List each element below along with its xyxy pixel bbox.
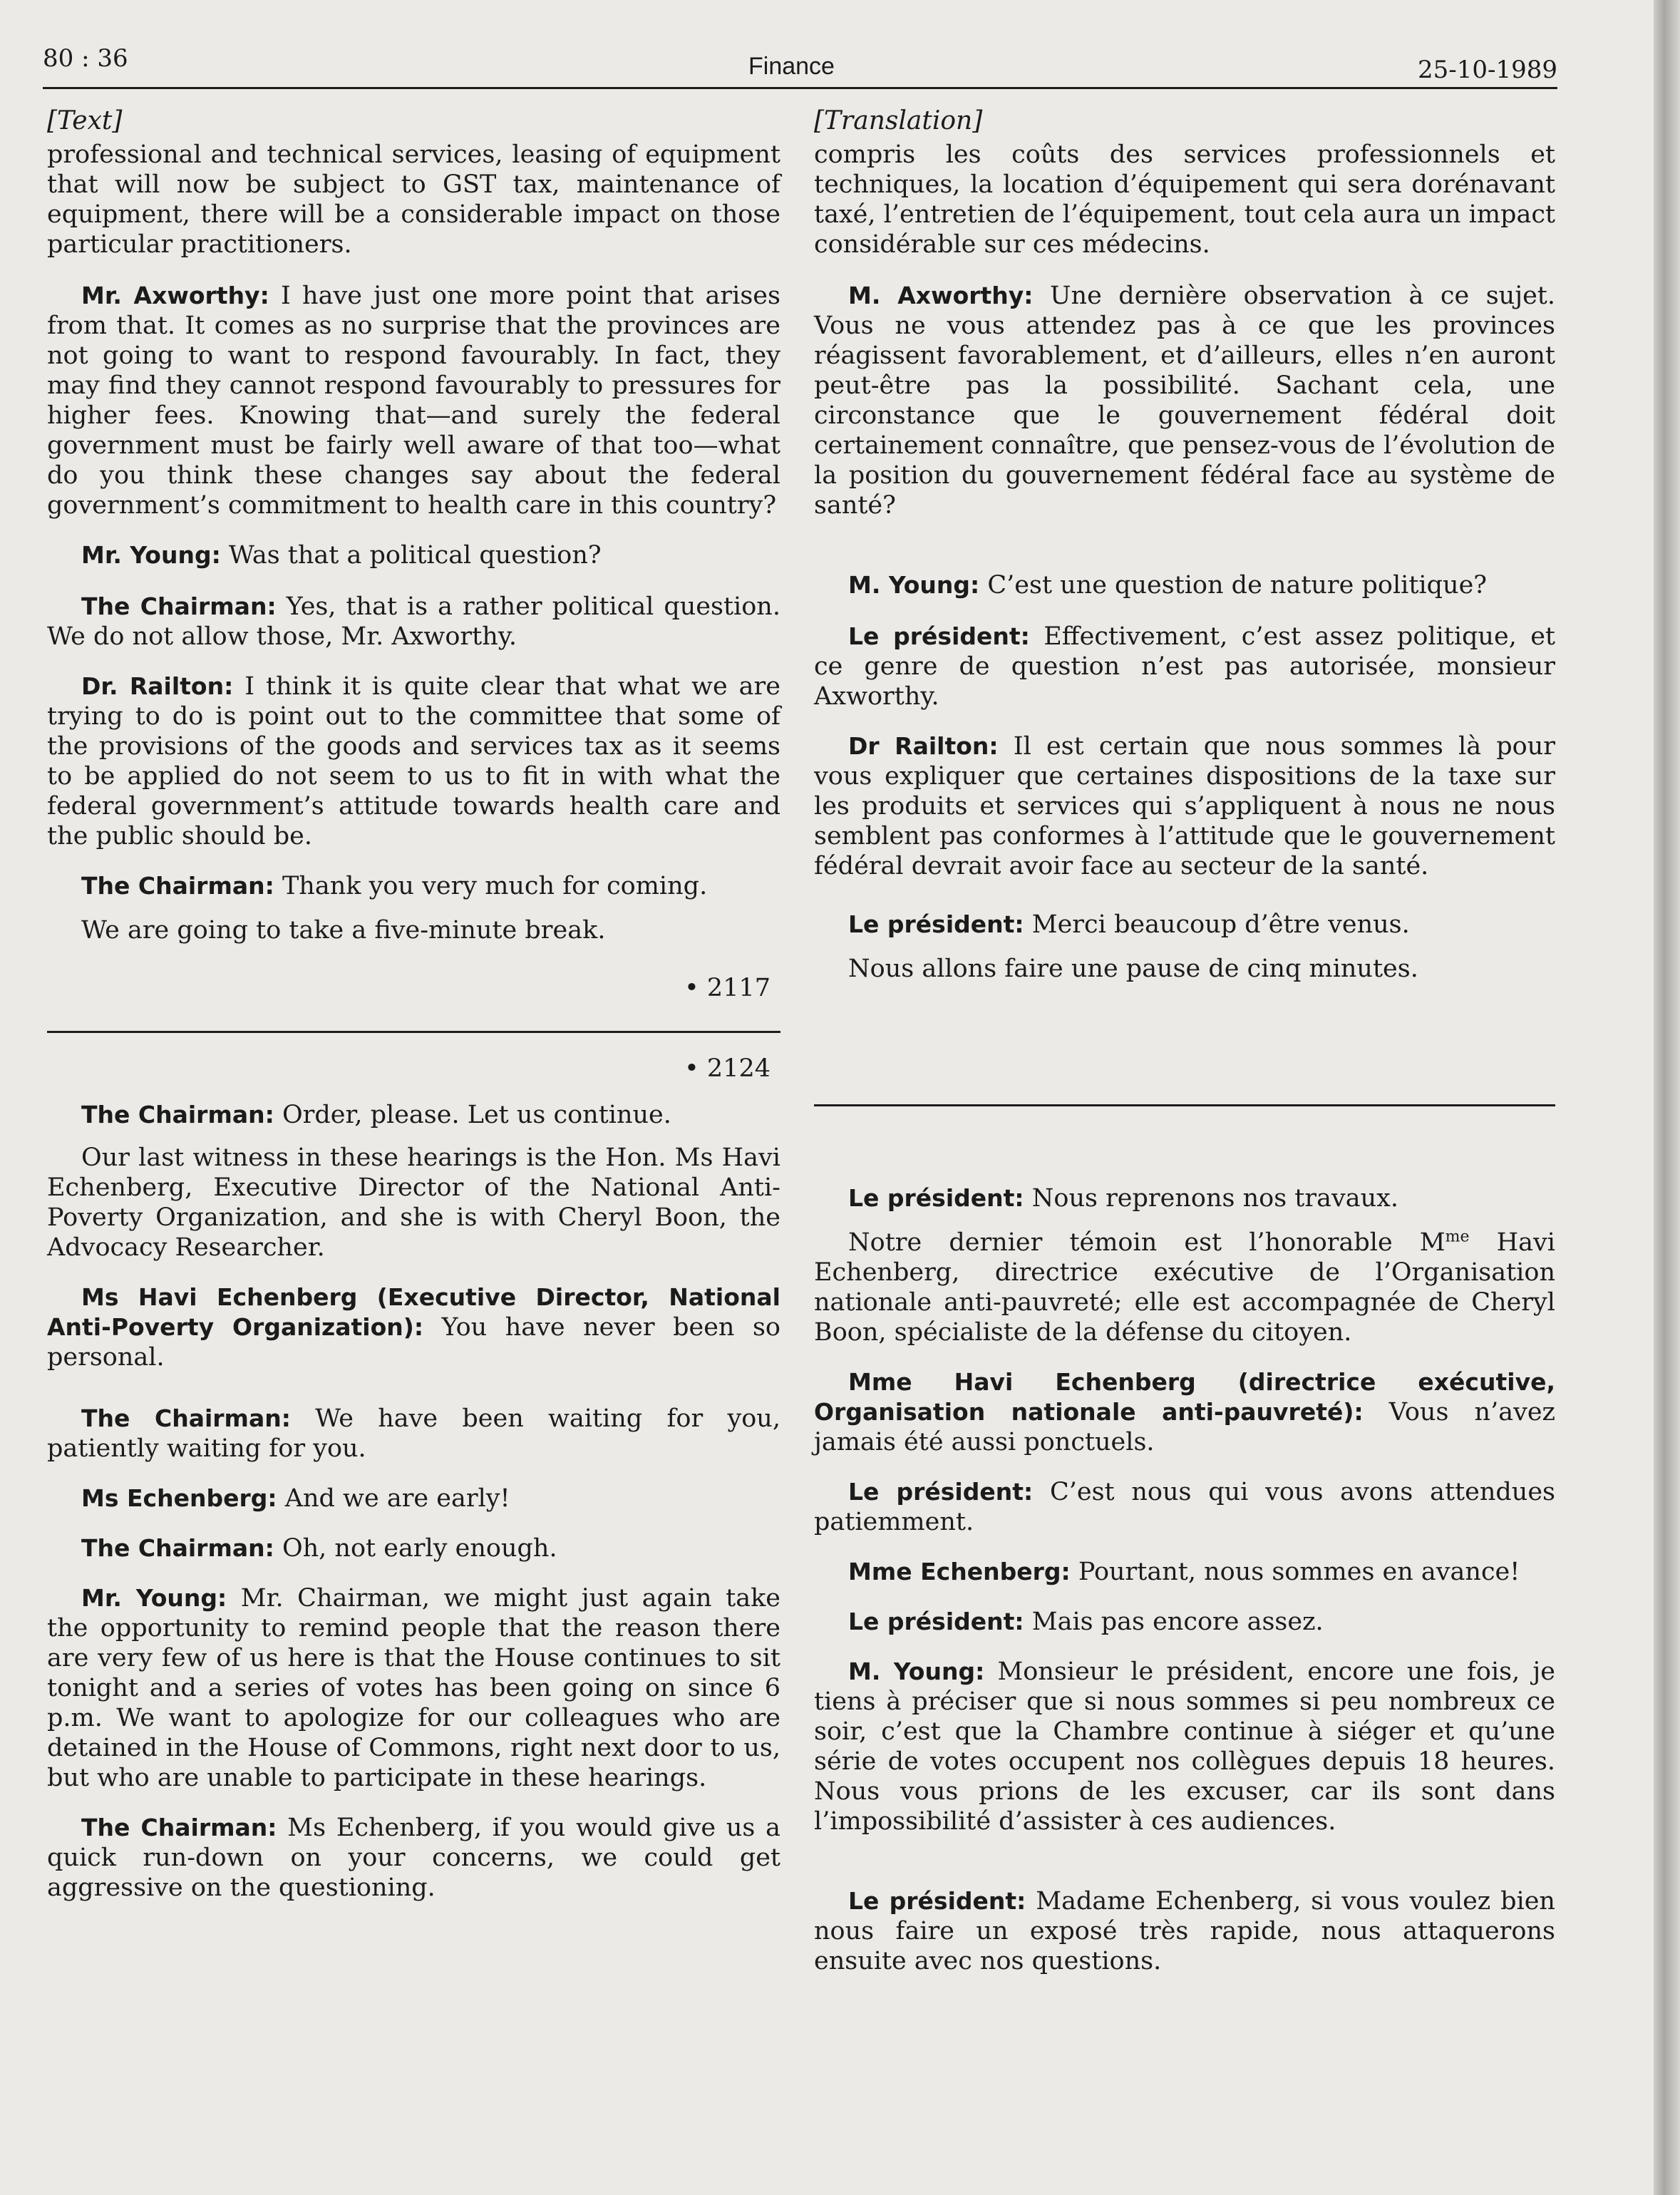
speaker-name: Le président:	[848, 622, 1030, 650]
paragraph: Mme Havi Echenberg (directrice exécutive, Organisation nationale anti-pauvreté): Vous n’avez jamais été aussi ponctuels.	[814, 1368, 1555, 1456]
paragraph: Our last witness in these hearings is the Hon. Ms Havi Echenberg, Executive Director of the National Anti-Poverty Organization, and she is with Cheryl Boon, the Advocacy Researcher.	[47, 1143, 780, 1262]
speaker-name: Le président:	[848, 1608, 1024, 1635]
speaker-name: Dr. Railton:	[81, 672, 234, 700]
english-column	[47, 106, 780, 1923]
paragraph: The Chairman: Thank you very much for coming.	[81, 872, 708, 900]
speaker-name: Le président:	[848, 1887, 1026, 1915]
speaker-name: Ms Echenberg:	[81, 1484, 277, 1512]
speaker-name: The Chairman:	[81, 872, 274, 900]
speaker-name: Mr. Axworthy:	[81, 282, 269, 309]
speaker-name: Mme Echenberg:	[848, 1558, 1071, 1585]
paragraph: The Chairman: Yes, that is a rather political question. We do not allow those, Mr. Axworthy.	[47, 592, 780, 651]
text-label: [Text]	[47, 106, 123, 135]
paragraph: Mme Echenberg: Pourtant, nous sommes en avance!	[848, 1558, 1520, 1586]
paragraph: The Chairman: Order, please. Let us continue.	[81, 1101, 671, 1129]
speaker-name: M. Young:	[848, 1657, 985, 1685]
speaker-name: Mme Havi Echenberg (directrice exécutive, Organisation nationale anti-pauvreté):	[814, 1368, 1555, 1426]
paragraph: professional and technical services, leasing of equipment that will now be subject to GST tax, maintenance of equipment, there will be a considerable impact on those particular practitioners.	[47, 140, 780, 259]
time-stamp: • 2124	[684, 1054, 771, 1083]
paragraph: Dr Railton: Il est certain que nous sommes là pour vous expliquer que certaines dispositions de la taxe sur les produits et services qui s’appliquent à nous ne nous semblent pas conformes à l’attitude que le gouvernement fédéral devrait avoir face au secteur de la santé.	[814, 732, 1555, 880]
paragraph: We are going to take a five-minute break.	[81, 916, 606, 945]
paragraph: Nous allons faire une pause de cinq minutes.	[848, 955, 1418, 983]
time-stamp: • 2117	[684, 974, 771, 1002]
section-divider	[814, 1104, 1555, 1106]
superscript: me	[1445, 1228, 1470, 1246]
speaker-name: Ms Havi Echenberg (Executive Director, National Anti-Poverty Organization):	[47, 1283, 780, 1341]
paragraph: Dr. Railton: I think it is quite clear that what we are trying to do is point out to the committee that some of the provisions of the goods and services tax as it seems to be applied do not seem to us to fit in with what the federal government’s attitude towards health care and the public should be.	[47, 672, 780, 850]
section-title: Finance	[748, 53, 835, 80]
page-number: 80 : 36	[43, 44, 128, 73]
speaker-name: Le président:	[848, 1478, 1034, 1506]
paragraph: Mr. Young: Mr. Chairman, we might just again take the opportunity to remind people that the reason there are very few of us here is that the House continues to sit tonight and a series of votes has been going on since 6 p.m. We want to apologize for our colleagues who are detained in the House of Commons, right next door to us, but who are unable to participate in these hearings.	[47, 1584, 780, 1792]
paragraph: The Chairman: Oh, not early enough.	[81, 1534, 557, 1563]
paragraph: Le président: C’est nous qui vous avons attendues patiemment.	[814, 1478, 1555, 1536]
paragraph: Mr. Axworthy: I have just one more point that arises from that. It comes as no surprise that the provinces are not going to want to respond favourably. In fact, they may find they cannot respond favourably to pressures for higher fees. Knowing that—and surely the federal government must be fairly well aware of that too—what do you think these changes say about the federal government’s commitment to health care in this country?	[47, 282, 780, 520]
paragraph: Le président: Effectivement, c’est assez politique, et ce genre de question n’est pas autorisée, monsieur Axworthy.	[814, 622, 1555, 711]
paragraph: M. Young: C’est une question de nature politique?	[848, 571, 1488, 600]
speaker-name: M. Axworthy:	[848, 282, 1034, 309]
speaker-name: The Chairman:	[81, 1534, 274, 1562]
header-rule	[43, 87, 1557, 89]
speaker-name: Mr. Young:	[81, 541, 221, 569]
speaker-name: The Chairman:	[81, 1101, 274, 1129]
speaker-name: Mr. Young:	[81, 1584, 227, 1612]
translation-label: [Translation]	[814, 106, 983, 135]
speaker-name: The Chairman:	[81, 1404, 291, 1432]
paragraph: Le président: Merci beaucoup d’être venus.	[848, 910, 1410, 939]
paragraph: Mr. Young: Was that a political question?	[81, 541, 602, 570]
speaker-name: Dr Railton:	[848, 732, 999, 760]
paragraph: M. Axworthy: Une dernière observation à ce sujet. Vous ne vous attendez pas à ce que les provinces réagissent favorablement, et d’ailleurs, elles n’en auront peut-être pas la possibilité. Sachant cela, une circonstance que le gouvernement fédéral doit certainement connaître, que pensez-vous de l’évolution de la position du gouvernement fédéral face au système de santé?	[814, 282, 1555, 520]
sitting-date: 25-10-1989	[1417, 56, 1557, 84]
speaker-name: Le président:	[848, 910, 1024, 938]
paragraph: Ms Echenberg: And we are early!	[81, 1484, 510, 1513]
section-divider	[47, 1031, 780, 1033]
paragraph: Le président: Mais pas encore assez.	[848, 1608, 1324, 1636]
paragraph: M. Young: Monsieur le président, encore une fois, je tiens à préciser que si nous sommes si peu nombreux ce soir, c’est que la Chambre continue à siéger et qu’une série de votes occupent nos collègues depuis 18 heures. Nous vous prions de les excuser, car ils sont dans l’impossibilité d’assister à ces audiences.	[814, 1657, 1555, 1836]
paragraph: compris les coûts des services professionnels et techniques, la location d’équipement qui sera dorénavant taxé, l’entretien de l’équipement, tout cela aura un impact considérable sur ces médecins.	[814, 140, 1555, 259]
page-edge-shadow	[1654, 0, 1680, 2195]
speaker-name: The Chairman:	[81, 1814, 277, 1841]
paragraph: Le président: Nous reprenons nos travaux.	[848, 1184, 1399, 1213]
paragraph: Ms Havi Echenberg (Executive Director, National Anti-Poverty Organization): You have never been so personal.	[47, 1283, 780, 1372]
speaker-name: M. Young:	[848, 571, 980, 599]
french-column	[814, 106, 1555, 1996]
paragraph: Le président: Madame Echenberg, si vous voulez bien nous faire un exposé très rapide, nous attaquerons ensuite avec nos questions.	[814, 1887, 1555, 1975]
paragraph: Notre dernier témoin est l’honorable $M^{me}$ Havi Echenberg, directrice exécutive de l’Organisation nationale anti-pauvreté; elle est accompagnée de Cheryl Boon, spécialiste de la défense du citoyen.	[814, 1228, 1556, 1347]
paragraph: The Chairman: Ms Echenberg, if you would give us a quick run-down on your concerns, we could get aggressive on the questioning.	[47, 1814, 780, 1902]
speaker-name: The Chairman:	[81, 592, 277, 620]
page-header	[43, 44, 1557, 87]
paragraph: The Chairman: We have been waiting for you, patiently waiting for you.	[47, 1404, 780, 1463]
speaker-name: Le président:	[848, 1184, 1024, 1212]
